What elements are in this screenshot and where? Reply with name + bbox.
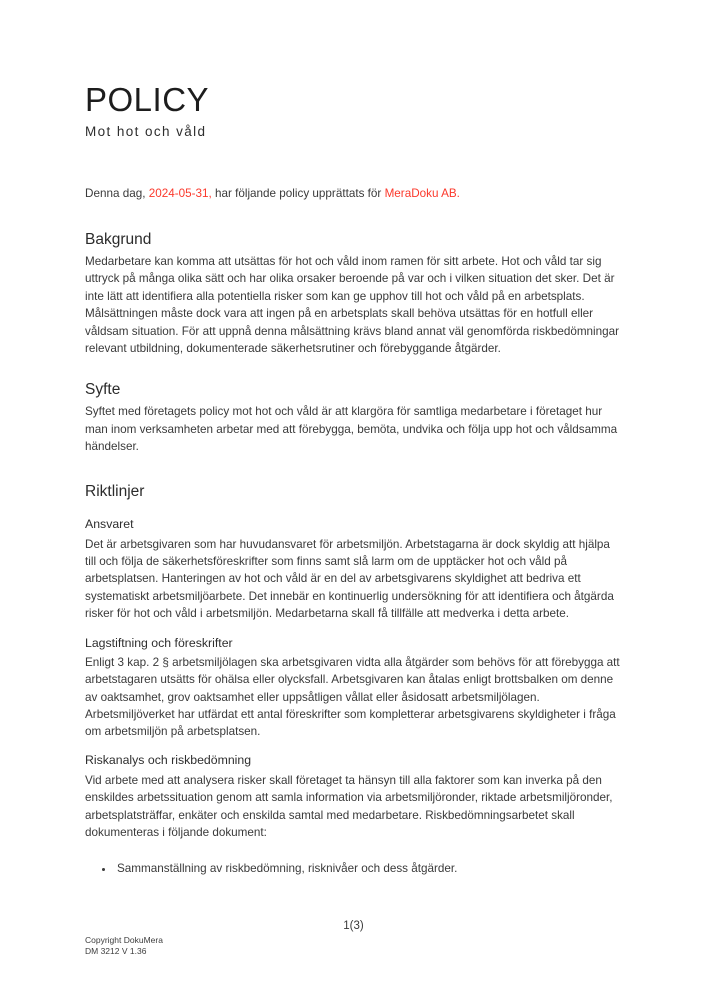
subsection-body-lagstiftning: Enligt 3 kap. 2 § arbetsmiljölagen ska arbetsgivaren vidta alla åtgärder som behövs för att förebygga att arbetstagaren utsätts för ohälsa eller olycksfall. Arbetsgivaren kan åtalas enligt brottsbalken om denne av oaktsamhet, grov oaktsamhet eller uppsåtligen vållat eller åsidosatt arbetsmiljölagen. Arbetsmiljöverket har utfärdat ett antal föreskrifter som kompletterar arbetsgivarens skyldigheter i fråga om arbetsmiljön på arbetsplatsen. bbox=[85, 655, 620, 739]
subsection-heading-lagstiftning: Lagstiftning och föreskrifter bbox=[85, 635, 233, 650]
bullet-item-riskbedomning: • Sammanställning av riskbedömning, risknivåer och dess åtgärder. bbox=[115, 860, 622, 877]
section-heading-riktlinjer: Riktlinjer bbox=[85, 482, 145, 500]
intro-text-before-date: Denna dag, bbox=[85, 187, 149, 200]
copyright-line2: DM 3212 V 1.36 bbox=[85, 945, 147, 956]
document-content bbox=[85, 81, 622, 878]
section-heading-syfte: Syfte bbox=[85, 381, 121, 399]
section-body-bakgrund: Medarbetare kan komma att utsättas för hot och våld inom ramen för sitt arbete. Hot och våld tar sig uttryck på många olika sätt och har olika orsaker beroende på var och i vilken situation det sker. Det är inte lätt att identifiera alla potentiella risker som kan ge upphov till hot och våld på en arbetsplats. Målsättningen måste dock vara att ingen på en arbetsplats skall behöva utsättas för en hotfull eller våldsam situation. För att uppnå denna målsättning krävs bland annat väl genomförda riskbedömningar relevant utbildning, dokumenterade säkerhetsrutiner och förebyggande åtgärder. bbox=[85, 255, 620, 356]
section-body-syfte: Syftet med företagets policy mot hot och våld är att klargöra för samtliga medarbetare i företaget hur man inom verksamheten arbetar med att förebygga, bemöta, undvika och följa upp hot och våldsamma händelser. bbox=[85, 405, 618, 454]
section-heading-bakgrund: Bakgrund bbox=[85, 231, 152, 248]
document-subtitle: Mot hot och våld bbox=[85, 124, 207, 139]
risk-document-bullet-list bbox=[85, 860, 622, 877]
document-title: POLICY bbox=[85, 81, 210, 118]
intro-paragraph bbox=[85, 185, 622, 202]
intro-text-between: har följande policy upprättats för bbox=[211, 187, 385, 200]
subsection-body-riskanalys: Vid arbete med att analysera risker skall företaget ta hänsyn till alla faktorer som kan inverka på den enskildes arbetssituation genom att samla information via arbetsmiljöronder, riktade arbetsmiljöronder, arbetsplatsträffar, enkäter och enskilda samtal med medarbetare. Riskbedömningsarbetet skall dokumenteras i följande dokument: bbox=[85, 773, 613, 839]
page-number: 1(3) bbox=[343, 920, 364, 932]
subsection-body-ansvaret: Det är arbetsgivaren som har huvudansvaret för arbetsmiljön. Arbetstagarna är dock skyldig att hjälpa till och följa de säkerhetsföreskrifter som finns samt slå larm om de upptäcker hot och våld på arbetsplatsen. Hanteringen av hot och våld är en del av arbetsgivarens skyldighet att bedriva ett systematiskt arbetsmiljöarbete. Det innebär en kontinuerlig undersökning för att identifiera och åtgärda risker för hot och våld i arbetsmiljön. Medarbetarna skall få tillfälle att medverka i detta arbete. bbox=[85, 537, 614, 621]
subsection-heading-ansvaret: Ansvaret bbox=[85, 516, 134, 531]
subsection-heading-riskanalys: Riskanalys och riskbedömning bbox=[85, 752, 252, 767]
copyright-line1: Copyright DokuMera bbox=[85, 935, 163, 945]
company-name: MeraDoku AB. bbox=[384, 187, 460, 200]
copyright-footer bbox=[85, 935, 163, 956]
policy-date: 2024-05-31, bbox=[148, 187, 212, 200]
